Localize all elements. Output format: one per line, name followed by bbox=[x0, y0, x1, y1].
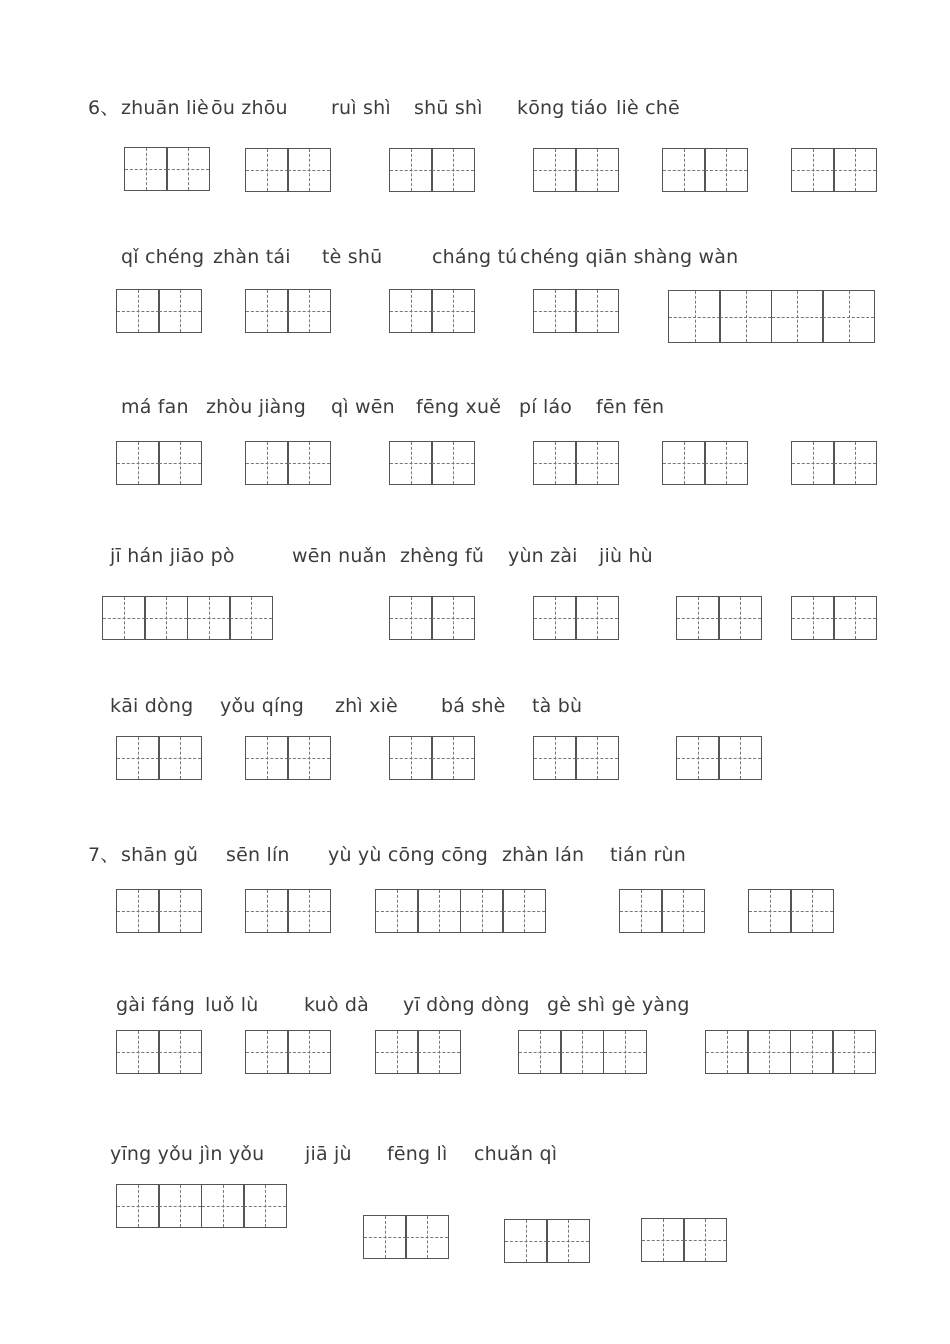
writing-grid[interactable] bbox=[676, 736, 762, 780]
pinyin-word: kuò dà bbox=[304, 994, 370, 1016]
writing-grid[interactable] bbox=[389, 596, 475, 640]
grid-cell[interactable] bbox=[431, 148, 475, 192]
writing-grid[interactable] bbox=[245, 1030, 331, 1074]
pinyin-word: tè shū bbox=[322, 246, 383, 268]
grid-cell[interactable] bbox=[676, 736, 720, 780]
grid-cell[interactable] bbox=[116, 441, 160, 485]
pinyin-word: yīng yǒu jìn yǒu bbox=[110, 1143, 265, 1165]
grid-cell[interactable] bbox=[389, 148, 433, 192]
pinyin-word: qǐ chéng bbox=[121, 246, 205, 268]
pinyin-word: jiù hù bbox=[599, 545, 653, 567]
pinyin-word: yù yù cōng cōng bbox=[328, 844, 489, 866]
grid-cell[interactable] bbox=[790, 889, 834, 933]
grid-cell[interactable] bbox=[719, 290, 772, 343]
grid-cell[interactable] bbox=[705, 1030, 749, 1074]
grid-cell[interactable] bbox=[771, 290, 824, 343]
pinyin-word: zhòu jiàng bbox=[206, 396, 307, 418]
writing-grid[interactable] bbox=[245, 736, 331, 780]
pinyin-word: má fan bbox=[121, 396, 189, 418]
writing-grid[interactable] bbox=[116, 441, 202, 485]
pinyin-word: zhì xiè bbox=[335, 695, 398, 717]
grid-cell[interactable] bbox=[704, 441, 748, 485]
grid-cell[interactable] bbox=[389, 596, 433, 640]
writing-grid[interactable] bbox=[662, 148, 748, 192]
pinyin-word: zhàn tái bbox=[213, 246, 291, 268]
grid-cell[interactable] bbox=[201, 1184, 245, 1228]
grid-cell[interactable] bbox=[116, 1030, 160, 1074]
pinyin-word: jiā jù bbox=[305, 1143, 352, 1165]
writing-grid[interactable] bbox=[619, 889, 705, 933]
grid-cell[interactable] bbox=[144, 596, 188, 640]
pinyin-word: yǒu qíng bbox=[220, 695, 304, 717]
grid-cell[interactable] bbox=[245, 289, 289, 333]
section-number: 7、 bbox=[88, 844, 120, 866]
grid-cell[interactable] bbox=[375, 889, 419, 933]
pinyin-word: chéng qiān shàng wàn bbox=[520, 246, 739, 268]
grid-cell[interactable] bbox=[375, 1030, 419, 1074]
writing-grid[interactable] bbox=[116, 1030, 202, 1074]
grid-cell[interactable] bbox=[833, 148, 877, 192]
pinyin-word: shū shì bbox=[414, 97, 483, 119]
grid-cell[interactable] bbox=[116, 736, 160, 780]
pinyin-word: tián rùn bbox=[610, 844, 686, 866]
writing-grid[interactable] bbox=[375, 889, 546, 933]
grid-cell[interactable] bbox=[560, 1030, 604, 1074]
pinyin-word: fēng lì bbox=[387, 1143, 448, 1165]
writing-grid[interactable] bbox=[116, 1184, 287, 1228]
grid-cell[interactable] bbox=[158, 889, 202, 933]
grid-cell[interactable] bbox=[676, 596, 720, 640]
writing-grid[interactable] bbox=[245, 289, 331, 333]
pinyin-word: sēn lín bbox=[226, 844, 290, 866]
pinyin-word: zhèng fǔ bbox=[400, 545, 485, 567]
writing-grid[interactable] bbox=[668, 290, 875, 343]
grid-cell[interactable] bbox=[661, 889, 705, 933]
grid-cell[interactable] bbox=[833, 596, 877, 640]
pinyin-word: cháng tú bbox=[432, 246, 518, 268]
pinyin-word: shān gǔ bbox=[121, 844, 199, 866]
grid-cell[interactable] bbox=[431, 441, 475, 485]
grid-cell[interactable] bbox=[791, 148, 835, 192]
writing-grid[interactable] bbox=[389, 289, 475, 333]
grid-cell[interactable] bbox=[747, 1030, 791, 1074]
pinyin-word: jī hán jiāo pò bbox=[110, 545, 235, 567]
writing-grid[interactable] bbox=[245, 889, 331, 933]
writing-grid[interactable] bbox=[363, 1215, 449, 1259]
pinyin-word: gè shì gè yàng bbox=[547, 994, 690, 1016]
grid-cell[interactable] bbox=[245, 441, 289, 485]
grid-cell[interactable] bbox=[546, 1219, 590, 1263]
grid-cell[interactable] bbox=[575, 596, 619, 640]
grid-cell[interactable] bbox=[668, 290, 721, 343]
writing-grid[interactable] bbox=[116, 289, 202, 333]
grid-cell[interactable] bbox=[116, 289, 160, 333]
writing-grid[interactable] bbox=[116, 736, 202, 780]
writing-grid[interactable] bbox=[533, 736, 619, 780]
grid-cell[interactable] bbox=[575, 289, 619, 333]
writing-grid[interactable] bbox=[791, 596, 877, 640]
grid-cell[interactable] bbox=[245, 1030, 289, 1074]
grid-cell[interactable] bbox=[533, 441, 577, 485]
pinyin-word: tà bù bbox=[532, 695, 583, 717]
grid-cell[interactable] bbox=[158, 1184, 202, 1228]
writing-grid[interactable] bbox=[791, 441, 877, 485]
writing-grid[interactable] bbox=[533, 289, 619, 333]
grid-cell[interactable] bbox=[683, 1218, 727, 1262]
grid-cell[interactable] bbox=[287, 441, 331, 485]
grid-cell[interactable] bbox=[287, 148, 331, 192]
grid-cell[interactable] bbox=[363, 1215, 407, 1259]
grid-cell[interactable] bbox=[575, 148, 619, 192]
writing-grid[interactable] bbox=[102, 596, 273, 640]
grid-cell[interactable] bbox=[619, 889, 663, 933]
pinyin-word: luǒ lù bbox=[205, 994, 259, 1016]
pinyin-word: kāi dòng bbox=[110, 695, 194, 717]
pinyin-word: pí láo bbox=[519, 396, 573, 418]
grid-cell[interactable] bbox=[187, 596, 231, 640]
writing-grid[interactable] bbox=[533, 441, 619, 485]
writing-grid[interactable] bbox=[504, 1219, 590, 1263]
grid-cell[interactable] bbox=[460, 889, 504, 933]
grid-cell[interactable] bbox=[389, 736, 433, 780]
writing-grid[interactable] bbox=[533, 596, 619, 640]
grid-cell[interactable] bbox=[603, 1030, 647, 1074]
grid-cell[interactable] bbox=[791, 441, 835, 485]
grid-cell[interactable] bbox=[822, 290, 875, 343]
grid-cell[interactable] bbox=[533, 148, 577, 192]
pinyin-word: qì wēn bbox=[331, 396, 395, 418]
writing-grid[interactable] bbox=[389, 736, 475, 780]
pinyin-word: zhuān liè bbox=[121, 97, 209, 119]
writing-grid[interactable] bbox=[748, 889, 834, 933]
grid-cell[interactable] bbox=[502, 889, 546, 933]
grid-cell[interactable] bbox=[662, 148, 706, 192]
grid-cell[interactable] bbox=[718, 596, 762, 640]
writing-grid[interactable] bbox=[641, 1218, 727, 1262]
pinyin-word: ōu zhōu bbox=[211, 97, 288, 119]
pinyin-word: fēn fēn bbox=[596, 396, 665, 418]
grid-cell[interactable] bbox=[748, 889, 792, 933]
grid-cell[interactable] bbox=[158, 1030, 202, 1074]
writing-grid[interactable] bbox=[389, 148, 475, 192]
grid-cell[interactable] bbox=[533, 736, 577, 780]
section-number: 6、 bbox=[88, 97, 120, 119]
grid-cell[interactable] bbox=[158, 441, 202, 485]
writing-grid[interactable] bbox=[245, 148, 331, 192]
grid-cell[interactable] bbox=[533, 596, 577, 640]
grid-cell[interactable] bbox=[166, 147, 210, 191]
grid-cell[interactable] bbox=[518, 1030, 562, 1074]
grid-cell[interactable] bbox=[405, 1215, 449, 1259]
grid-cell[interactable] bbox=[389, 441, 433, 485]
pinyin-word: gài fáng bbox=[116, 994, 196, 1016]
grid-cell[interactable] bbox=[504, 1219, 548, 1263]
grid-cell[interactable] bbox=[229, 596, 273, 640]
pinyin-word: liè chē bbox=[616, 97, 680, 119]
grid-cell[interactable] bbox=[245, 889, 289, 933]
writing-grid[interactable] bbox=[533, 148, 619, 192]
grid-cell[interactable] bbox=[832, 1030, 876, 1074]
pinyin-word: yī dòng dòng bbox=[403, 994, 530, 1016]
grid-cell[interactable] bbox=[287, 1030, 331, 1074]
writing-grid[interactable] bbox=[518, 1030, 647, 1074]
pinyin-word: zhàn lán bbox=[502, 844, 585, 866]
grid-cell[interactable] bbox=[575, 441, 619, 485]
grid-cell[interactable] bbox=[790, 1030, 834, 1074]
grid-cell[interactable] bbox=[718, 736, 762, 780]
writing-grid[interactable] bbox=[791, 148, 877, 192]
grid-cell[interactable] bbox=[287, 736, 331, 780]
grid-cell[interactable] bbox=[287, 889, 331, 933]
writing-grid[interactable] bbox=[676, 596, 762, 640]
grid-cell[interactable] bbox=[833, 441, 877, 485]
grid-cell[interactable] bbox=[116, 1184, 160, 1228]
grid-cell[interactable] bbox=[158, 289, 202, 333]
grid-cell[interactable] bbox=[124, 147, 168, 191]
grid-cell[interactable] bbox=[791, 596, 835, 640]
writing-grid[interactable] bbox=[116, 889, 202, 933]
grid-cell[interactable] bbox=[641, 1218, 685, 1262]
grid-cell[interactable] bbox=[533, 289, 577, 333]
pinyin-word: yùn zài bbox=[508, 545, 578, 567]
grid-cell[interactable] bbox=[389, 289, 433, 333]
grid-cell[interactable] bbox=[102, 596, 146, 640]
grid-cell[interactable] bbox=[431, 596, 475, 640]
grid-cell[interactable] bbox=[575, 736, 619, 780]
writing-grid[interactable] bbox=[662, 441, 748, 485]
grid-cell[interactable] bbox=[243, 1184, 287, 1228]
grid-cell[interactable] bbox=[662, 441, 706, 485]
grid-cell[interactable] bbox=[245, 148, 289, 192]
writing-grid[interactable] bbox=[705, 1030, 876, 1074]
writing-grid[interactable] bbox=[389, 441, 475, 485]
grid-cell[interactable] bbox=[116, 889, 160, 933]
pinyin-word: fēng xuě bbox=[416, 396, 502, 418]
grid-cell[interactable] bbox=[431, 289, 475, 333]
grid-cell[interactable] bbox=[158, 736, 202, 780]
pinyin-word: kōng tiáo bbox=[517, 97, 608, 119]
writing-grid[interactable] bbox=[245, 441, 331, 485]
grid-cell[interactable] bbox=[704, 148, 748, 192]
grid-cell[interactable] bbox=[287, 289, 331, 333]
pinyin-word: bá shè bbox=[441, 695, 506, 717]
grid-cell[interactable] bbox=[417, 1030, 461, 1074]
writing-grid[interactable] bbox=[124, 147, 210, 191]
grid-cell[interactable] bbox=[417, 889, 461, 933]
pinyin-word: ruì shì bbox=[331, 97, 391, 119]
grid-cell[interactable] bbox=[431, 736, 475, 780]
grid-cell[interactable] bbox=[245, 736, 289, 780]
pinyin-word: chuǎn qì bbox=[474, 1143, 558, 1165]
writing-grid[interactable] bbox=[375, 1030, 461, 1074]
pinyin-word: wēn nuǎn bbox=[292, 545, 387, 567]
